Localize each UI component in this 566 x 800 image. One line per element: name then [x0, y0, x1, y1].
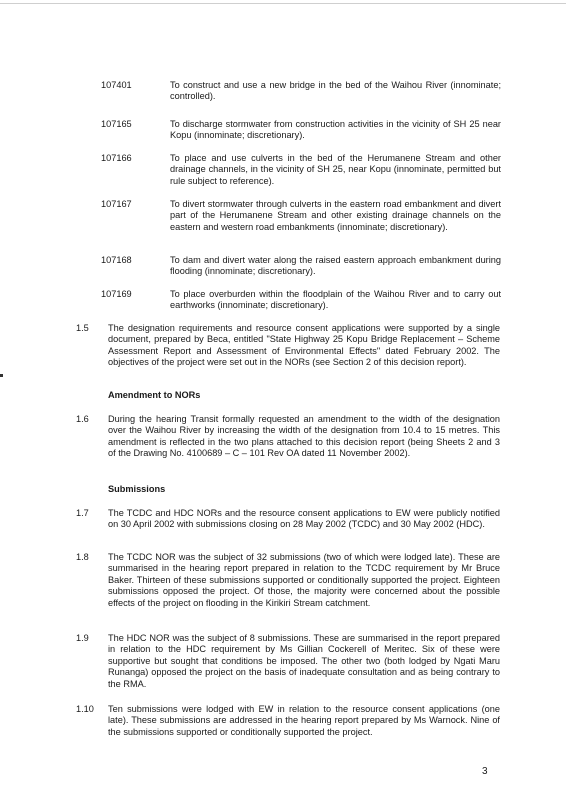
paragraph-number: 1.7	[76, 508, 89, 518]
consent-description: To place and use culverts in the bed of the Herumanene Stream and other drainage channels, in the vicinity of SH 25, near Kopu (innominate, permitted but rule subject to reference).	[170, 153, 501, 186]
consent-description: To dam and divert water along the raised eastern approach embankment during flooding (innominate; discretionary).	[170, 255, 501, 277]
paragraph-number: 1.8	[76, 552, 89, 562]
paragraph-text: The TCDC and HDC NORs and the resource consent applications to EW were publicly notified on 30 April 2002 with submissions closing on 28 May 2002 (TCDC) and 30 May 2002 (HDC).	[108, 508, 500, 530]
paragraph-number: 1.10	[76, 704, 94, 714]
consent-description: To place overburden within the floodplain of the Waihou River and to carry out earthworks (innominate; discretionary).	[170, 289, 501, 311]
consent-description: To divert stormwater through culverts in the eastern road embankment and divert part of the Herumanene Stream and other existing drainage channels on the eastern and western road embankments (innominate; discretionary).	[170, 199, 501, 232]
section-heading-submissions: Submissions	[108, 484, 166, 494]
paragraph-number: 1.6	[76, 414, 89, 424]
section-heading-amendment: Amendment to NORs	[108, 390, 201, 400]
paragraph-text: During the hearing Transit formally requested an amendment to the width of the designation over the Waihou River by increasing the width of the designation from 10.4 to 15 metres. This amendment is reflected in the two plans attached to this decision report (being Sheets 2 and 3 of the Drawing No. 4100689 – C – 101 Rev OA dated 11 November 2002).	[108, 414, 500, 459]
consent-code: 107167	[101, 199, 132, 209]
paragraph-text: Ten submissions were lodged with EW in relation to the resource consent applications (one late). These submissions are addressed in the hearing report prepared by Ms Warnock. Nine of the submissions supported or conditionally supported the project.	[108, 704, 500, 737]
page-number: 3	[482, 766, 488, 777]
paragraph-number: 1.9	[76, 633, 89, 643]
paragraph-text: The TCDC NOR was the subject of 32 submissions (two of which were lodged late). These are summarised in the hearing report prepared in relation to the TCDC requirement by Mr Bruce Baker. Thirteen of these submissions supported or conditionally supported the project. Eighteen submissions opposed the project. Of those, the majority were concerned about the possible effects of the project on flooding in the Kirikiri Stream catchment.	[108, 552, 500, 608]
paragraph-number: 1.5	[76, 323, 89, 333]
consent-code: 107166	[101, 153, 132, 163]
paragraph-text: The designation requirements and resource consent applications were supported by a single document, prepared by Beca, entitled "State Highway 25 Kopu Bridge Replacement – Scheme Assessment Report and Assessment of Environmental Effects" dated February 2002. The objectives of the project were set out in the NORs (see Section 2 of this decision report).	[108, 323, 500, 368]
paragraph-text: The HDC NOR was the subject of 8 submissions. These are summarised in the report prepared in relation to the HDC requirement by Ms Gillian Cockerell of Meritec. Six of these were supportive but sought that conditions be imposed. The other two (both lodged by Ngati Maru Runanga) opposed the project on the basis of inadequate consultation and as being contrary to the RMA.	[108, 633, 500, 689]
consent-code: 107401	[101, 80, 132, 90]
consent-code: 107165	[101, 119, 132, 129]
scan-top-edge	[0, 3, 566, 4]
consent-code: 107168	[101, 255, 132, 265]
scan-mark	[0, 374, 3, 377]
consent-code: 107169	[101, 289, 132, 299]
consent-description: To construct and use a new bridge in the bed of the Waihou River (innominate; controlled).	[170, 80, 501, 102]
consent-description: To discharge stormwater from construction activities in the vicinity of SH 25 near Kopu (innominate; discretionary).	[170, 119, 501, 141]
